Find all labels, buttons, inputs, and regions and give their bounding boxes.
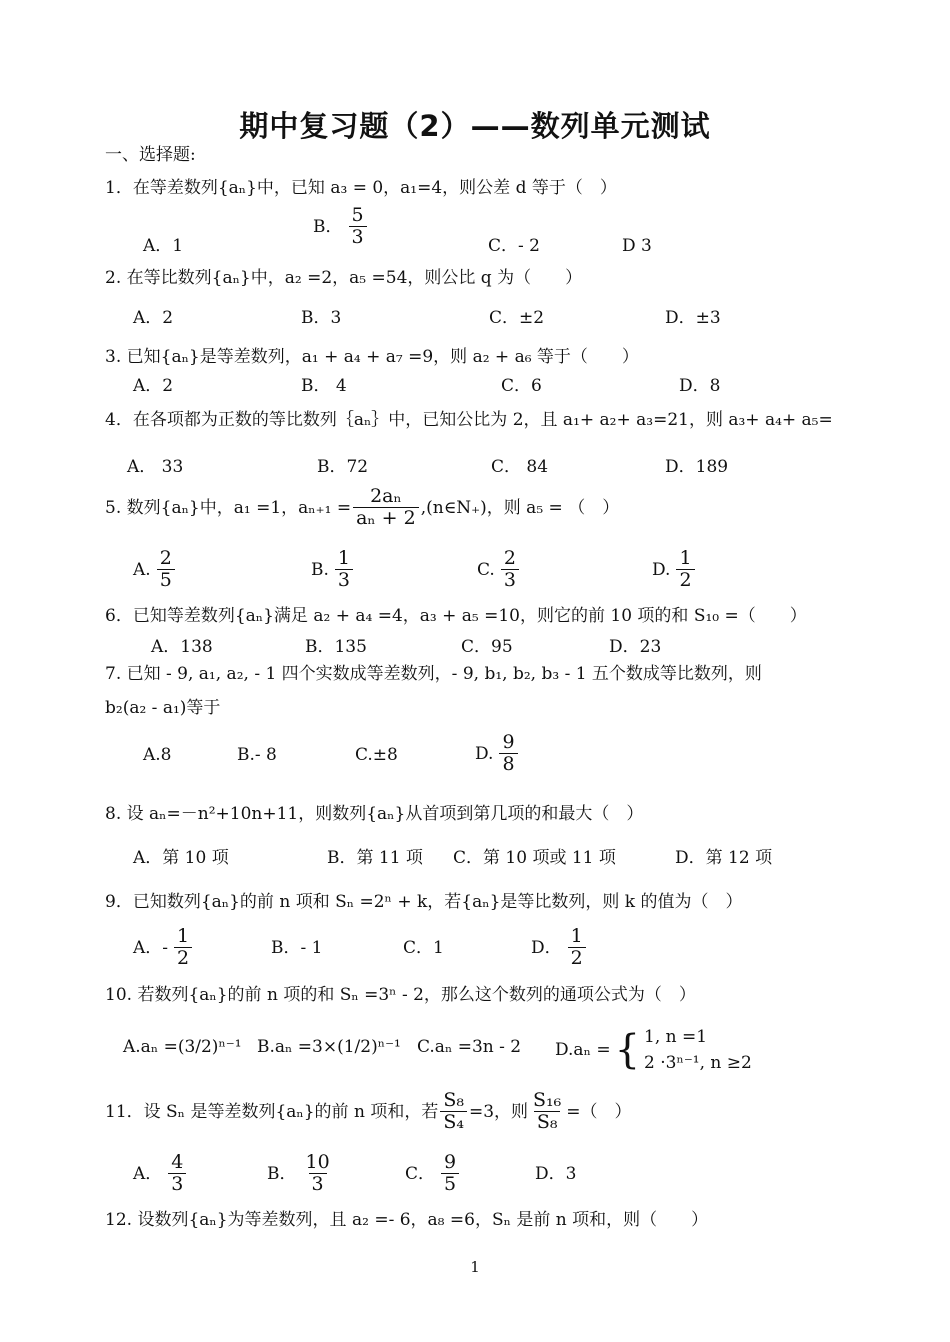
question-4-stem: 4．在各项都为正数的等比数列｛aₙ｝中，已知公比为 2，且 a₁+ a₂+ a₃=21，则 a₃+ a₄+ a₅= — [105, 410, 833, 430]
option-d: D．3 — [535, 1164, 577, 1184]
option-c: C.±8 — [355, 745, 398, 765]
numerator: 9 — [502, 731, 515, 753]
piecewise-cases — [644, 1024, 752, 1076]
numerator: 10 — [305, 1151, 330, 1173]
option-label: D. — [475, 743, 494, 764]
stem-text: 11．设 Sₙ 是等差数列{aₙ}的前 n 项和，若 — [105, 1101, 439, 1122]
option-d — [475, 732, 520, 775]
fraction — [501, 548, 519, 591]
option-d — [652, 548, 697, 591]
option-label: D.aₙ = — [555, 1040, 611, 1060]
fraction — [157, 548, 175, 591]
question-8-options — [105, 847, 905, 891]
option-b — [267, 1152, 335, 1195]
option-c: C．6 — [501, 376, 542, 396]
denominator: S₄ — [440, 1111, 467, 1133]
option-b: B．72 — [317, 457, 369, 477]
option-a — [133, 548, 177, 591]
denominator: 3 — [309, 1173, 327, 1195]
option-a: A.8 — [143, 745, 172, 765]
fraction — [676, 548, 694, 591]
page-title: 期中复习题（2）——数列单元测试 — [239, 109, 711, 143]
fraction — [353, 486, 419, 529]
option-d — [531, 926, 588, 969]
option-a: A．2 — [133, 308, 174, 328]
fraction — [568, 926, 586, 969]
option-a — [133, 926, 194, 969]
question-5-stem — [105, 486, 619, 529]
option-a — [133, 1152, 188, 1195]
option-c: C．1 — [403, 938, 444, 958]
numerator: S₁₆ — [533, 1089, 562, 1111]
numerator: 1 — [679, 547, 692, 569]
question-5-options — [105, 548, 905, 592]
option-b: B． 4 — [301, 376, 347, 396]
option-a: A．第 10 项 — [133, 848, 229, 868]
fraction — [168, 1152, 186, 1195]
brace: { — [614, 1027, 641, 1073]
option-label: B. — [311, 559, 329, 580]
question-9-stem: 9．已知数列{aₙ}的前 n 项和 Sₙ =2ⁿ + k，若{aₙ}是等比数列，则 k 的值为（ ） — [105, 892, 743, 912]
question-11-options — [105, 1152, 905, 1196]
option-label: A．- — [133, 937, 169, 958]
option-a: A． 33 — [127, 457, 184, 477]
option-label: D. — [652, 559, 671, 580]
denominator: 3 — [501, 569, 519, 591]
option-b: B．135 — [305, 637, 367, 657]
case-2: 2 ·3ⁿ⁻¹, n ≥2 — [644, 1053, 752, 1073]
numerator: 2 — [503, 547, 516, 569]
option-b: B.- 8 — [237, 745, 277, 765]
denominator: 8 — [499, 753, 517, 775]
denominator: 3 — [335, 569, 353, 591]
option-label: A. — [133, 559, 151, 580]
option-a: A．1 — [143, 236, 184, 256]
stem-text: 5. 数列{aₙ}中，a₁ =1，aₙ₊₁ = — [105, 497, 352, 518]
stem-text: =（ ） — [566, 1101, 632, 1122]
option-b: B.aₙ =3×(1/2)ⁿ⁻¹ — [257, 1037, 401, 1057]
numerator: 5 — [351, 204, 364, 226]
numerator: 1 — [570, 925, 583, 947]
numerator: 4 — [171, 1151, 184, 1173]
denominator: aₙ + 2 — [353, 507, 419, 529]
question-10-stem: 10. 若数列{aₙ}的前 n 项的和 Sₙ =3ⁿ - 2，那么这个数列的通项公式为（ ） — [105, 985, 696, 1005]
option-c: C．±2 — [489, 308, 545, 328]
numerator: 9 — [444, 1151, 457, 1173]
question-1-options — [105, 204, 905, 256]
denominator: 2 — [676, 569, 694, 591]
question-8-stem: 8. 设 aₙ=－n²+10n+11，则数列{aₙ}从首项到第几项的和最大（ ） — [105, 804, 644, 824]
option-c: C． 84 — [491, 457, 549, 477]
fraction — [335, 548, 353, 591]
denominator: 2 — [568, 947, 586, 969]
denominator: S₈ — [534, 1111, 561, 1133]
option-c: C．- 2 — [488, 236, 540, 256]
fraction — [499, 732, 517, 775]
option-b: B．3 — [301, 308, 342, 328]
option-b — [313, 205, 369, 248]
option-label: B． — [267, 1163, 297, 1184]
option-a: A．138 — [151, 637, 213, 657]
option-c: C．95 — [461, 637, 513, 657]
fraction — [530, 1090, 564, 1133]
option-b — [311, 548, 355, 591]
option-label: B． — [313, 216, 343, 237]
option-label: D． — [531, 937, 562, 958]
denominator: 2 — [174, 947, 192, 969]
page-number: 1 — [470, 1258, 480, 1276]
option-c: C.aₙ =3n - 2 — [417, 1037, 522, 1057]
question-7-stem-line2: b₂(a₂ - a₁)等于 — [105, 698, 221, 718]
option-b: B．- 1 — [271, 938, 323, 958]
option-d: D．第 12 项 — [675, 848, 773, 868]
option-b: B．第 11 项 — [327, 848, 423, 868]
option-label: C. — [477, 559, 495, 580]
question-7-stem: 7. 已知 - 9, a₁, a₂, - 1 四个实数成等差数列，- 9, b₁, b₂, b₃ - 1 五个数成等比数列，则 — [105, 664, 762, 684]
question-7-options — [105, 732, 905, 776]
stem-text: =3，则 — [468, 1101, 529, 1122]
numerator: S₈ — [443, 1089, 464, 1111]
option-c: C．第 10 项或 11 项 — [453, 848, 616, 868]
case-1: 1, n =1 — [644, 1027, 708, 1047]
option-d: D．8 — [679, 376, 721, 396]
question-9-options — [105, 926, 905, 970]
question-3-stem: 3. 已知{aₙ}是等差数列，a₁ + a₄ + a₇ =9，则 a₂ + a₆ 等于（ ） — [105, 347, 639, 367]
option-d — [555, 1024, 752, 1076]
denominator: 5 — [441, 1173, 459, 1195]
option-d: D．±3 — [665, 308, 721, 328]
question-10-options — [105, 1024, 905, 1080]
option-label: A． — [133, 1163, 163, 1184]
fraction — [349, 205, 367, 248]
numerator: 1 — [337, 547, 350, 569]
denominator: 3 — [168, 1173, 186, 1195]
option-a: A.aₙ =(3/2)ⁿ⁻¹ — [123, 1037, 242, 1057]
option-d: D．189 — [665, 457, 729, 477]
section-heading: 一、选择题: — [105, 145, 196, 165]
option-a: A．2 — [133, 376, 174, 396]
numerator: 1 — [177, 925, 190, 947]
option-d: D 3 — [622, 236, 652, 256]
option-d: D．23 — [609, 637, 662, 657]
question-1-stem: 1．在等差数列{aₙ}中，已知 a₃ = 0，a₁=4，则公差 d 等于（ ） — [105, 178, 617, 198]
numerator: 2aₙ — [370, 485, 402, 507]
fraction — [174, 926, 192, 969]
question-6-stem: 6．已知等差数列{aₙ}满足 a₂ + a₄ =4，a₃ + a₅ =10，则它的前 10 项的和 S₁₀ =（ ） — [105, 606, 807, 626]
numerator: 2 — [159, 547, 172, 569]
fraction — [303, 1152, 333, 1195]
question-2-stem: 2. 在等比数列{aₙ}中，a₂ =2，a₅ =54，则公比 q 为（ ） — [105, 268, 583, 288]
question-11-stem — [105, 1090, 632, 1133]
fraction — [441, 1152, 459, 1195]
fraction — [440, 1090, 467, 1133]
denominator: 3 — [349, 226, 367, 248]
option-label: C． — [405, 1163, 436, 1184]
option-c — [477, 548, 521, 591]
stem-text: ,(n∈N₊)，则 a₅ = （ ） — [420, 497, 620, 518]
denominator: 5 — [157, 569, 175, 591]
question-12-stem: 12. 设数列{aₙ}为等差数列，且 a₂ =- 6，a₈ =6，Sₙ 是前 n 项和，则（ ） — [105, 1210, 709, 1230]
option-c — [405, 1152, 461, 1195]
